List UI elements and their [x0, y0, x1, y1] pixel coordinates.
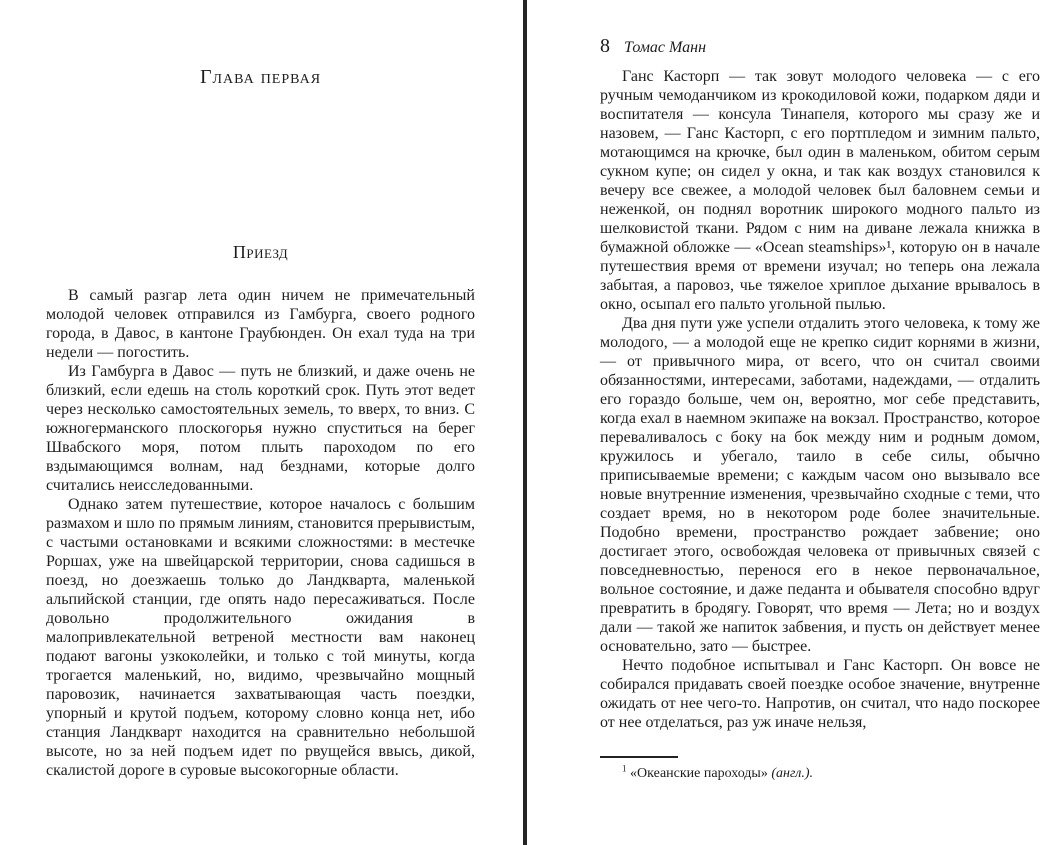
footnote-language-note: (англ.).: [771, 766, 813, 781]
paragraph: Нечто подобное испытывал и Ганс Касторп. Он вовсе не собирался придавать своей поездке особое значение, внутренне ожидать от нее чего-то. Напротив, он считал, что надо поскорее от нее отделаться, раз уж иначе нельзя,: [600, 657, 1040, 731]
page-spine-divider: [523, 0, 527, 845]
paragraph: Однако затем путешествие, которое началось с большим размахом и шло по прямым линиям, становится прерывистым, с частыми остановками и всякими сложностями: в местечке Роршах, уже на швейцарской территории, снова садишься в поезд, но доезжаешь только до Ландкварта, маленькой альпийской станции, где опять надо пересаживаться. После довольно продолжительного ожидания в малопривлекательной ветреной местности вам наконец подают вагоны узкоколейки, и только с той минуты, когда трогается маленький, но, видимо, чрезвычайно мощный паровозик, начинается захватывающая часть поездки, упорный и крутой подъем, которому словно конца нет, ибо станция Ландкварт находится на сравнительно небольшой высоте, но за ней подъем идет по рвущейся ввысь, дикой, скалистой дороге в суровые высокогорные области.: [46, 495, 475, 779]
footnote-marker: 1: [622, 763, 627, 774]
footnote-title: «Океанские пароходы»: [630, 766, 768, 781]
paragraph: В самый разгар лета один ничем не примечательный молодой человек отправился из Гамбурга, своего родного города, в Давос, в кантоне Граубюнден. Он ехал туда на три недели — погостить.: [46, 286, 475, 361]
paragraph: Из Гамбурга в Давос — путь не близкий, и даже очень не близкий, если едешь на столь короткий срок. Путь этот ведет через несколько самостоятельных земель, то вверх, то вниз. С южногерманского плоскогорья нужно спуститься на берег Швабского моря, потом плыть пароходом по его вздымающимся волнам, над безднами, которые долго считались неисследованными.: [46, 362, 475, 494]
right-page-body: [600, 67, 1040, 732]
paragraph: Ганс Касторп — так зовут молодого человека — с его ручным чемоданчиком из крокодиловой кожи, подарком дяди и воспитателя — консула Тинапеля, которого мы сразу же и назовем, — Ганс Касторп, с его портпледом и зимним пальто, мотающимся на крючке, был один в маленьком, обитом серым сукном купе; он сидел у окна, и так как воздух становился к вечеру все свежее, а молодой человек был баловнем семьи и неженкой, он поднял воротник широкого модного пальто из шелковистой ткани. Рядом с ним на диване лежала книжка в бумажной обложке — «Ocean steamships»¹, которую он в начале путешествия время от времени изучал; но теперь она лежала забытая, а паровоз, чье тяжелое хриплое дыхание врывалось в окно, осыпал его пальто угольной пылью.: [600, 68, 1040, 313]
footnote-text: [600, 765, 1040, 782]
running-header: [600, 36, 1040, 56]
section-title: Приезд: [232, 242, 289, 262]
paragraph: Два дня пути уже успели отдалить этого человека, к тому же молодого, — а молодой еще не крепко сидит корнями в жизни, — от привычного мира, от всего, что он считал своими обязанностями, интересами, заботами, надеждами, — отдалить его гораздо больше, чем он, вероятно, мог себе представить, когда ехал в наемном экипаже на вокзал. Пространство, которое переваливалось с боку на бок между ним и родным домом, кружилось и убегало, таило в себе силы, обычно приписываемые времени; с каждым часом оно вызывало все новые внутренние изменения, чрезвычайно сходные с теми, что создает время, но в некотором роде более значительные. Подобно времени, пространство рождает забвение; оно достигает этого, освобождая человека от привычных связей с повседневностью, перенося его в некое первоначальное, вольное состояние, и даже педанта и обывателя способно вдруг превратить в бродягу. Говорят, что время — Лета; но и воздух дали — такой же напиток забвения, и пусть он действует менее основательно, зато — быстрее.: [600, 315, 1040, 655]
left-page: [46, 0, 475, 845]
footnote-block: [600, 756, 1040, 782]
running-header-author: Томас Манн: [624, 39, 706, 56]
page-number: 8: [600, 35, 610, 57]
chapter-title: Глава первая: [199, 66, 322, 88]
footnote-separator-rule: [600, 756, 678, 758]
right-page: [600, 0, 1040, 845]
left-page-body: [46, 286, 475, 780]
